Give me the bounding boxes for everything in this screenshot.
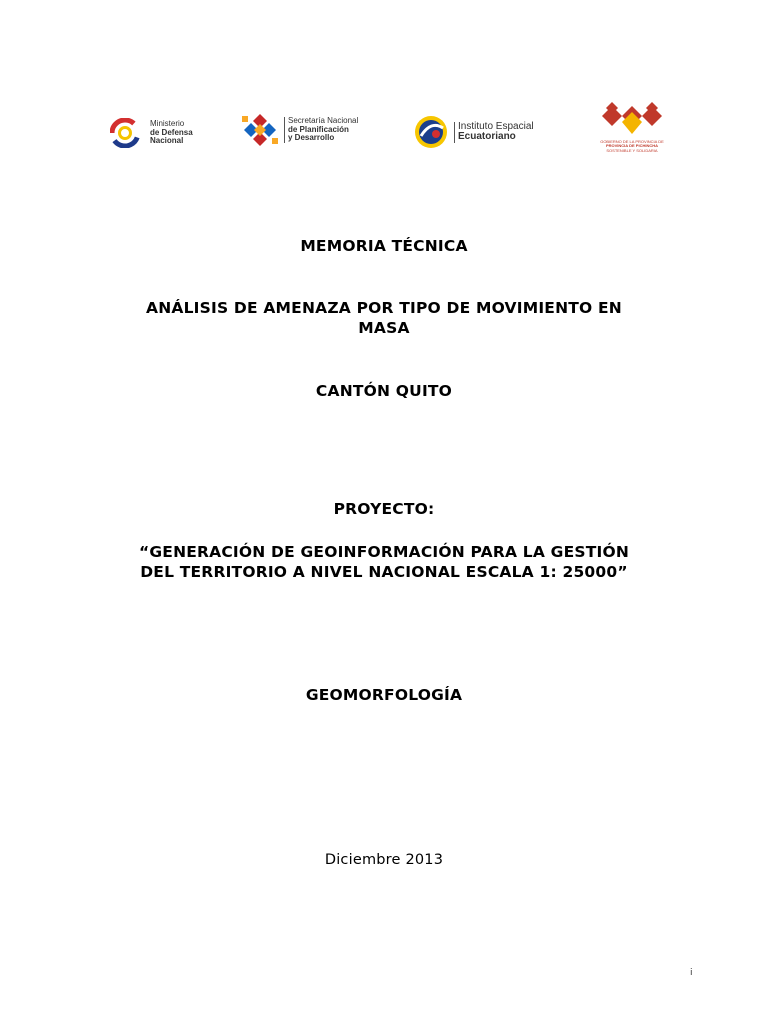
tema-geomorfologia: GEOMORFOLOGÍA xyxy=(305,686,463,704)
pichincha-emblem-icon xyxy=(598,98,666,138)
logo-instituto-espacial xyxy=(412,114,534,150)
canton-title: CANTÓN QUITO xyxy=(315,382,453,400)
iee-emblem-icon xyxy=(412,114,450,150)
pichincha-line-2: PROVINCIA DE PICHINCHA xyxy=(605,143,659,149)
senplades-line-3: y Desarrollo xyxy=(288,133,335,143)
mindef-emblem-icon xyxy=(110,118,146,148)
mindef-line-1: Ministerio xyxy=(150,119,185,129)
pichincha-line-1: GOBIERNO DE LA PROVINCIA DE xyxy=(600,139,664,144)
fecha: Diciembre 2013 xyxy=(324,852,444,868)
memoria-tecnica-title: MEMORIA TÉCNICA xyxy=(300,237,468,255)
iee-line-2: Ecuatoriano xyxy=(458,131,516,142)
iee-logo-text xyxy=(454,122,534,143)
analisis-line-2: MASA xyxy=(358,319,410,337)
logo-row xyxy=(0,96,768,166)
mindef-line-2: de Defensa xyxy=(150,127,193,137)
proyecto-line-2: DEL TERRITORIO A NIVEL NACIONAL ESCALA 1: 25000” xyxy=(140,563,628,581)
pichincha-line-3: SOSTENIBLE Y SOLIDARIA xyxy=(606,147,658,153)
senplades-logo-text xyxy=(284,117,358,142)
pichincha-logo-text xyxy=(600,140,664,153)
logo-senplades xyxy=(240,112,358,148)
senplades-line-1: Secretaría Nacional xyxy=(288,116,359,126)
analisis-title xyxy=(0,298,768,338)
senplades-line-2: de Planificación xyxy=(288,124,349,134)
mindef-logo-text xyxy=(150,120,193,145)
proyecto-name xyxy=(0,542,768,582)
logo-ministerio-defensa xyxy=(110,118,193,148)
iee-line-1: Instituto Espacial xyxy=(458,120,534,132)
logo-gobierno-pichincha xyxy=(598,98,666,153)
proyecto-line-1: “GENERACIÓN DE GEOINFORMACIÓN PARA LA GESTIÓN xyxy=(138,543,630,561)
mindef-line-3: Nacional xyxy=(150,136,184,146)
analisis-line-1: ANÁLISIS DE AMENAZA POR TIPO DE MOVIMIENTO EN xyxy=(146,299,622,317)
page-number: i xyxy=(690,968,693,978)
proyecto-label: PROYECTO: xyxy=(333,500,435,518)
senplades-emblem-icon xyxy=(240,112,280,148)
